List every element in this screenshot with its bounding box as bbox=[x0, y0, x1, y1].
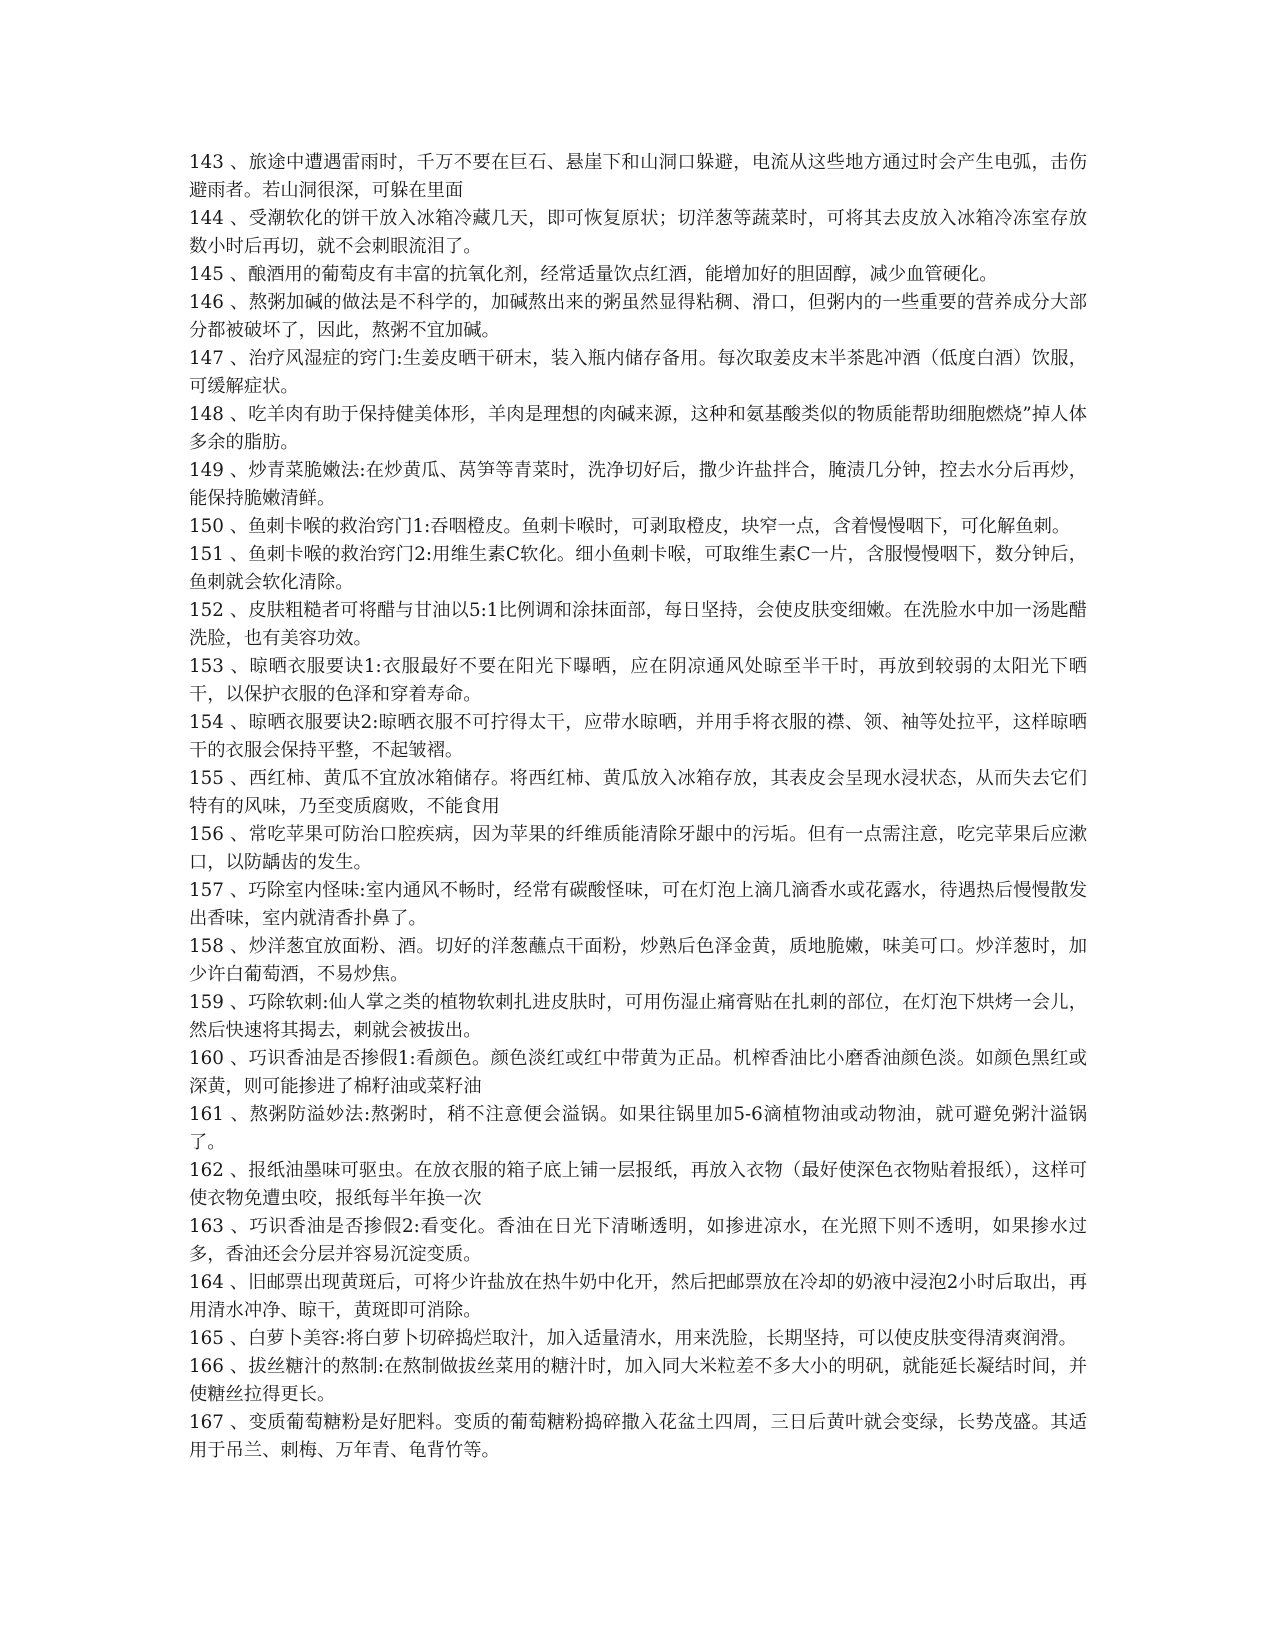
tip-152: 152 、皮肤粗糙者可将醋与甘油以5:1比例调和涂抹面部，每日坚持，会使皮肤变细嫩。在洗脸水中加一汤匙醋洗脸，也有美容功效。 bbox=[189, 600, 1087, 649]
tip-160: 160 、巧识香油是否掺假1:看颜色。颜色淡红或红中带黄为正品。机榨香油比小磨香油颜色淡。如颜色黑红或深黄，则可能掺进了棉籽油或菜籽油 bbox=[189, 1048, 1087, 1097]
tip-146: 146 、熬粥加碱的做法是不科学的，加碱熬出来的粥虽然显得粘稠、滑口，但粥内的一些重要的营养成分大部分都被破坏了，因此，熬粥不宜加碱。 bbox=[189, 292, 1087, 341]
tip-150: 150 、鱼刺卡喉的救治窍门1:吞咽橙皮。鱼刺卡喉时，可剥取橙皮，块窄一点，含着慢慢咽下，可化解鱼刺。 bbox=[189, 516, 1071, 537]
tip-156: 156 、常吃苹果可防治口腔疾病，因为苹果的纤维质能清除牙龈中的污垢。但有一点需注意，吃完苹果后应漱口，以防龋齿的发生。 bbox=[189, 824, 1087, 873]
tip-154: 154 、晾晒衣服要诀2:晾晒衣服不可拧得太干，应带水晾晒，并用手将衣服的襟、领、袖等处拉平，这样晾晒干的衣服会保持平整，不起皱褶。 bbox=[189, 712, 1087, 761]
tip-166: 166 、拔丝糖汁的熬制:在熬制做拔丝菜用的糖汁时，加入同大米粒差不多大小的明矾，就能延长凝结时间，并使糖丝拉得更长。 bbox=[189, 1356, 1087, 1405]
tip-153: 153 、晾晒衣服要诀1:衣服最好不要在阳光下曝晒，应在阴凉通风处晾至半干时，再放到较弱的太阳光下晒干，以保护衣服的色泽和穿着寿命。 bbox=[189, 656, 1087, 705]
tip-157: 157 、巧除室内怪味:室内通风不畅时，经常有碳酸怪味，可在灯泡上滴几滴香水或花露水，待遇热后慢慢散发出香味，室内就清香扑鼻了。 bbox=[189, 880, 1087, 929]
tip-145: 145 、酿酒用的葡萄皮有丰富的抗氧化剂，经常适量饮点红酒，能增加好的胆固醇，减少血管硬化。 bbox=[189, 264, 998, 285]
tip-147: 147 、治疗风湿症的窍门:生姜皮晒干研末，装入瓶内储存备用。每次取姜皮末半茶匙冲酒（低度白酒）饮服，可缓解症状。 bbox=[189, 348, 1087, 397]
tip-151: 151 、鱼刺卡喉的救治窍门2:用维生素C软化。细小鱼刺卡喉，可取维生素C一片，含服慢慢咽下，数分钟后，鱼刺就会软化清除。 bbox=[189, 544, 1087, 593]
tip-144: 144 、受潮软化的饼干放入冰箱冷藏几天，即可恢复原状；切洋葱等蔬菜时，可将其去皮放入冰箱冷冻室存放数小时后再切，就不会刺眼流泪了。 bbox=[189, 208, 1087, 257]
tip-149: 149 、炒青菜脆嫩法:在炒黄瓜、莴笋等青菜时，洗净切好后，撒少许盐拌合，腌渍几分钟，控去水分后再炒，能保持脆嫩清鲜。 bbox=[189, 460, 1087, 509]
tip-165: 165 、白萝卜美容:将白萝卜切碎捣烂取汁，加入适量清水，用来洗脸，长期坚持，可以使皮肤变得清爽润滑。 bbox=[189, 1328, 1077, 1349]
tip-161: 161 、熬粥防溢妙法:熬粥时，稍不注意便会溢锅。如果往锅里加5-6滴植物油或动物油，就可避免粥汁溢锅了。 bbox=[189, 1104, 1087, 1153]
tip-158: 158 、炒洋葱宜放面粉、酒。切好的洋葱蘸点干面粉，炒熟后色泽金黄，质地脆嫩，味美可口。炒洋葱时，加少许白葡萄酒，不易炒焦。 bbox=[189, 936, 1087, 985]
tip-155: 155 、西红柿、黄瓜不宜放冰箱储存。将西红柿、黄瓜放入冰箱存放，其表皮会呈现水浸状态，从而失去它们特有的风味，乃至变质腐败，不能食用 bbox=[189, 768, 1087, 817]
tip-163: 163 、巧识香油是否掺假2:看变化。香油在日光下清晰透明，如掺进凉水，在光照下则不透明，如果掺水过多，香油还会分层并容易沉淀变质。 bbox=[189, 1216, 1087, 1265]
tips-list bbox=[189, 149, 1087, 1465]
tip-162: 162 、报纸油墨味可驱虫。在放衣服的箱子底上铺一层报纸，再放入衣物（最好使深色衣物贴着报纸），这样可使衣物免遭虫咬，报纸每半年换一次 bbox=[189, 1160, 1087, 1209]
tip-164: 164 、旧邮票出现黄斑后，可将少许盐放在热牛奶中化开，然后把邮票放在冷却的奶液中浸泡2小时后取出，再用清水冲净、晾干，黄斑即可消除。 bbox=[189, 1272, 1087, 1321]
tip-148: 148 、吃羊肉有助于保持健美体形，羊肉是理想的肉碱来源，这种和氨基酸类似的物质能帮助细胞燃烧”掉人体多余的脂肪。 bbox=[189, 404, 1087, 453]
tip-143: 143 、旅途中遭遇雷雨时，千万不要在巨石、悬崖下和山洞口躲避，电流从这些地方通过时会产生电弧，击伤避雨者。若山洞很深，可躲在里面 bbox=[189, 152, 1087, 201]
tip-159: 159 、巧除软刺:仙人掌之类的植物软刺扎进皮肤时，可用伤湿止痛膏贴在扎刺的部位，在灯泡下烘烤一会儿，然后快速将其揭去，刺就会被拔出。 bbox=[189, 992, 1087, 1041]
tip-167: 167 、变质葡萄糖粉是好肥料。变质的葡萄糖粉捣碎撒入花盆土四周，三日后黄叶就会变绿，长势茂盛。其适用于吊兰、刺梅、万年青、龟背竹等。 bbox=[189, 1412, 1087, 1461]
